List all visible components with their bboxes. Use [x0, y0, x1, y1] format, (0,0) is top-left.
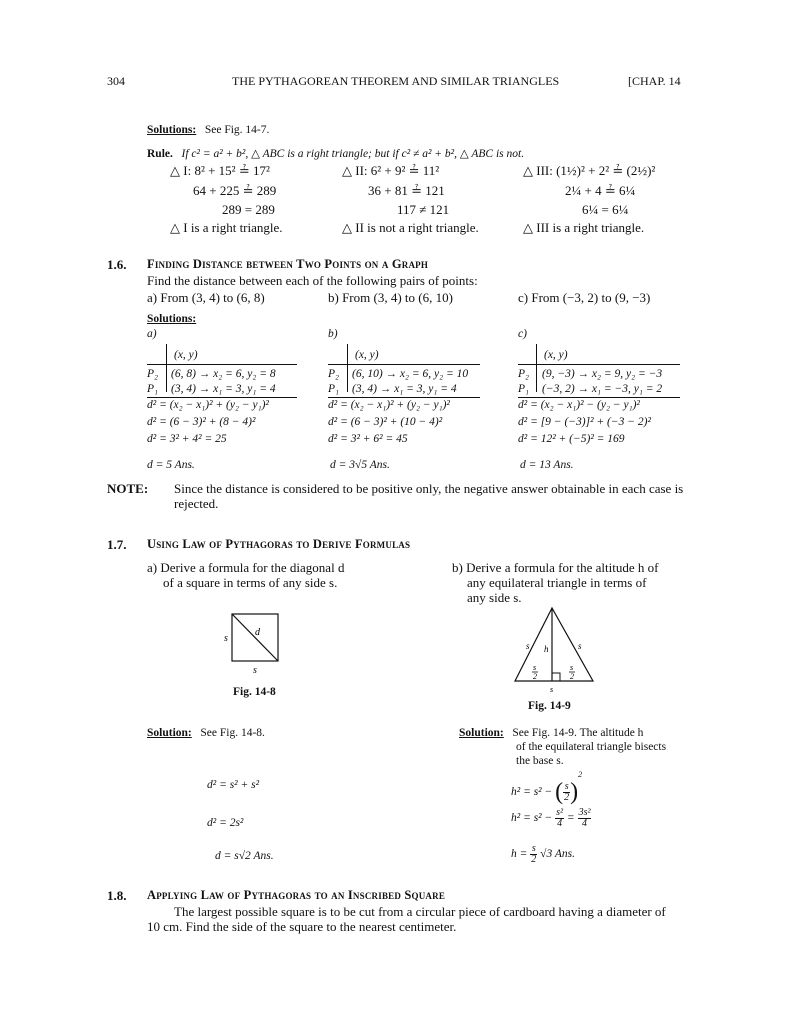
eq1-lhs: h² = s² −	[511, 786, 553, 798]
fig9-side-left-label: s	[526, 641, 530, 651]
table-c-line-3: d² = 12² + (−5)² = 169	[518, 433, 625, 445]
solution-a-eq-1: d² = s² + s²	[207, 779, 260, 791]
fig9-base-label: s	[550, 685, 554, 694]
table-b-p2-label: P₂	[328, 368, 340, 380]
solution-b-label: b)	[328, 328, 338, 340]
fig9-side-right-label: s	[578, 641, 582, 651]
solution-b-eq-2: h² = s² − $\frac{\text{s²}}{4}$ = $\frac{\text{3s²}}{4}$	[511, 807, 591, 829]
solutions-label: Solutions:	[147, 124, 197, 136]
problem-title-1-8: Applying Law of Pythagoras to an Inscribed Square	[147, 888, 446, 902]
figure-14-8	[215, 605, 295, 685]
solution-b-text-1: See Fig. 14-9. The altitude h	[512, 727, 644, 739]
table-b-answer: d = 3√5 Ans.	[330, 459, 390, 471]
fig8-side-left-label: s	[224, 633, 228, 644]
triangle-3-check: △ III: (1½)² + 2² ≟ (2½)²	[523, 163, 656, 178]
table-a-line-2: d² = (6 − 3)² + (8 − 4)²	[147, 416, 256, 428]
fig8-diagonal-label: d	[255, 627, 260, 638]
solution-b-text-2: of the equilateral triangle bisects	[516, 741, 667, 753]
part-a-prompt-line-1: a) Derive a formula for the diagonal d	[147, 560, 345, 575]
table-b-p1: (3, 4) → x₁ = 3, y₁ = 4	[352, 383, 457, 395]
table-c-p1-label: P₁	[518, 383, 530, 395]
eq2-fraction-1: $\frac{\text{s²}}{4}$	[556, 807, 564, 829]
solutions-label-1-6: Solutions:	[147, 313, 197, 325]
table-c-p2: (9, −3) → x₂ = 9, y₂ = −3	[542, 368, 663, 380]
solution-c-label: c)	[518, 328, 527, 340]
triangle-1-check: △ I: 8² + 15² ≟ 17²	[170, 163, 270, 178]
part-b-prompt-line-3: any side s.	[467, 590, 522, 605]
table-c-answer: d = 13 Ans.	[520, 459, 574, 471]
table-a-p2-label: P₂	[147, 368, 159, 380]
table-a-p1: (3, 4) → x₁ = 3, y₁ = 4	[171, 383, 276, 395]
fig9-half-right-num: s	[570, 663, 574, 672]
problem-number-1-8: 1.8.	[107, 888, 127, 903]
eq2-lhs: h² = s² −	[511, 812, 553, 825]
part-c: c) From (−3, 2) to (9, −3)	[518, 290, 651, 305]
right-angle-mark	[552, 673, 560, 681]
note-line-1: Since the distance is considered to be positive only, the negative answer obtainable in each case is	[174, 481, 684, 496]
note-label: NOTE:	[107, 481, 149, 496]
table-b-line-2: d² = (6 − 3)² + (10 − 4)²	[328, 416, 443, 428]
fig9-half-left-num: s	[533, 663, 537, 672]
solution-a-label-1-7: Solution:	[147, 727, 192, 739]
solution-b-label-1-7: Solution:	[459, 727, 504, 739]
solution-b-eq-1: h² = s² − ( $\frac{s}{2}$ )$^2$	[511, 770, 583, 805]
running-title: THE PYTHAGOREAN THEOREM AND SIMILAR TRIANGLES	[232, 74, 560, 88]
table-b-p2: (6, 10) → x₂ = 6, y₂ = 10	[352, 368, 469, 380]
table-a-head: (x, y)	[174, 349, 198, 361]
fig9-half-left-den: 2	[533, 672, 537, 681]
fig8-side-bottom-label: s	[253, 665, 257, 676]
solution-a-line	[147, 727, 265, 739]
solution-b-answer: h = $\frac{s}{2}$ √3 Ans.	[511, 843, 575, 865]
table-c-line-1: d² = (x₂ − x₁)² − (y₂ − y₁)²	[518, 399, 640, 411]
solution-a-answer: d = s√2 Ans.	[215, 850, 274, 862]
triangle-2-check: △ II: 6² + 9² ≟ 11²	[342, 163, 440, 178]
triangle-3-conclusion: △ III is a right triangle.	[523, 220, 645, 235]
problem-number-1-7: 1.7.	[107, 537, 127, 552]
fig-14-9-caption: Fig. 14-9	[528, 700, 571, 712]
table-a-line-1: d² = (x₂ − x₁)² + (y₂ − y₁)²	[147, 399, 269, 411]
rule-line	[147, 146, 524, 160]
chapter-label: [CHAP. 14	[628, 74, 681, 88]
problem-prompt-1-6: Find the distance between each of the following pairs of points:	[147, 273, 478, 288]
solution-a-label: a)	[147, 328, 157, 340]
problem-number-1-6: 1.6.	[107, 257, 127, 272]
triangle-2-step: 36 + 81 ≟ 121	[368, 183, 445, 198]
problem-1-8-line-2: 10 cm. Find the side of the square to the nearest centimeter.	[147, 919, 457, 934]
fig-14-8-caption: Fig. 14-8	[233, 686, 276, 698]
triangle-1-step: 64 + 225 ≟ 289	[193, 183, 277, 198]
problem-1-8-line-1: The largest possible square is to be cut from a circular piece of cardboard having a diameter of	[174, 904, 666, 919]
table-a-p1-label: P₁	[147, 383, 159, 395]
table-b-p1-label: P₁	[328, 383, 340, 395]
table-b-line-3: d² = 3² + 6² = 45	[328, 433, 408, 445]
table-b-head: (x, y)	[355, 349, 379, 361]
part-b: b) From (3, 4) to (6, 10)	[328, 290, 453, 305]
table-a-line-3: d² = 3² + 4² = 25	[147, 433, 227, 445]
fig9-half-right-den: 2	[570, 672, 574, 681]
triangle-3-step: 2¼ + 4 ≟ 6¼	[565, 183, 636, 198]
note-line-2: rejected.	[174, 496, 219, 511]
rule-label: Rule.	[147, 148, 173, 160]
eq2-fraction-2: $\frac{\text{3s²}}{4}$	[578, 807, 591, 829]
solution-a-text: See Fig. 14-8.	[200, 727, 265, 739]
page-number: 304	[107, 74, 125, 88]
eq3-fraction: $\frac{s}{2}$	[531, 843, 537, 865]
table-c-line-2: d² = [9 − (−3)]² + (−3 − 2)²	[518, 416, 651, 428]
triangle-2-conclusion: △ II is not a right triangle.	[342, 220, 479, 235]
rule-text: If c² = a² + b², △ ABC is a right triangle; but if c² ≠ a² + b², △ ABC is not.	[181, 148, 525, 160]
triangle-2-result: 117 ≠ 121	[397, 202, 450, 217]
eq3-lhs: h =	[511, 848, 528, 861]
part-b-prompt-line-2: any equilateral triangle in terms of	[467, 575, 647, 590]
part-a: a) From (3, 4) to (6, 8)	[147, 290, 265, 305]
part-b-prompt-line-1: b) Derive a formula for the altitude h of	[452, 560, 659, 575]
solution-a-eq-2: d² = 2s²	[207, 817, 244, 829]
table-a-answer: d = 5 Ans.	[147, 459, 195, 471]
triangle-1-conclusion: △ I is a right triangle.	[170, 220, 283, 235]
table-b-line-1: d² = (x₂ − x₁)² + (y₂ − y₁)²	[328, 399, 450, 411]
solutions-text: See Fig. 14-7.	[204, 124, 270, 136]
problem-title-1-6: Finding Distance between Two Points on a Graph	[147, 257, 429, 271]
table-c-head: (x, y)	[544, 349, 568, 361]
figure-14-9	[505, 603, 605, 698]
fig9-altitude-label: h	[544, 644, 549, 654]
solution-b-text-3: the base s.	[516, 755, 564, 767]
table-c-p1: (−3, 2) → x₁ = −3, y₁ = 2	[542, 383, 663, 395]
solution-b-line	[459, 727, 643, 739]
eq1-fraction: $\frac{s}{2}$	[564, 780, 570, 803]
table-c-p2-label: P₂	[518, 368, 530, 380]
problem-title-1-7: Using Law of Pythagoras to Derive Formulas	[147, 537, 411, 551]
triangle-3-result: 6¼ = 6¼	[582, 202, 629, 217]
table-a-p2: (6, 8) → x₂ = 6, y₂ = 8	[171, 368, 276, 380]
part-a-prompt-line-2: of a square in terms of any side s.	[163, 575, 338, 590]
triangle-1-result: 289 = 289	[222, 202, 275, 217]
solutions-line	[147, 124, 269, 136]
